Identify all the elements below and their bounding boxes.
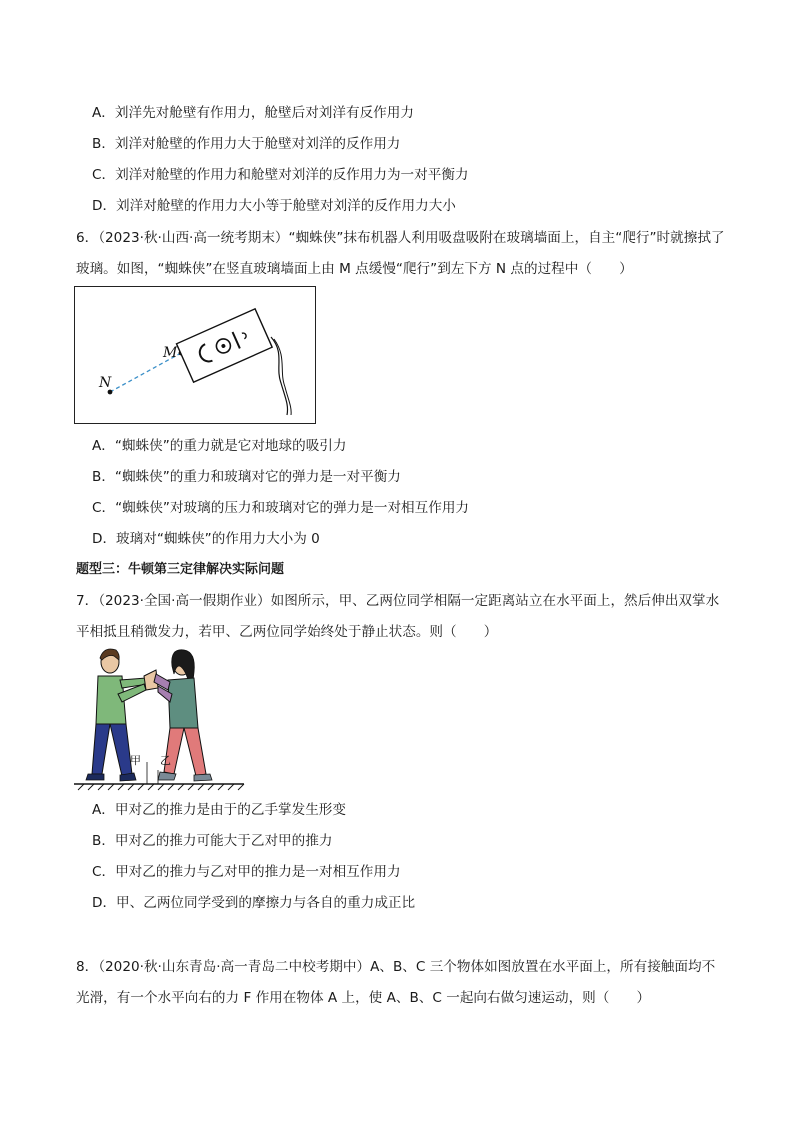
q6-option-c: C．“蜘蛛侠”对玻璃的压力和玻璃对它的弹力是一对相互作用力: [92, 500, 470, 516]
q5-option-a: A．刘洋先对舱壁有作用力，舱壁后对刘洋有反作用力: [92, 105, 414, 121]
q6-diagram: [75, 287, 315, 423]
q5-option-d: D．刘洋对舱壁的作用力大小等于舱壁对刘洋的反作用力大小: [92, 198, 456, 214]
q6-label-n: N: [99, 375, 112, 391]
q6-cable-2: [274, 339, 291, 415]
q7-stem-line1: 7．（2023·全国·高一假期作业）如图所示，甲、乙两位同学相隔一定距离站立在水平面上，然后伸出双掌水: [76, 593, 720, 609]
q6-option-a: A．“蜘蛛侠”的重力就是它对地球的吸引力: [92, 438, 347, 454]
q8-stem-line2: 光滑，有一个水平向右的力 F 作用在物体 A 上，使 A、B、C 一起向右做匀速运动，则（ ）: [76, 990, 651, 1006]
q6-stem-line1: 6．（2023·秋·山西·高一统考期末）“蜘蛛侠”抹布机器人利用吸盘吸附在玻璃墙面上，自主“爬行”时就擦拭了: [76, 230, 725, 246]
q5-option-c: C．刘洋对舱壁的作用力和舱壁对刘洋的反作用力为一对平衡力: [92, 167, 469, 183]
q6-stem-line2: 玻璃。如图，“蜘蛛侠”在竖直玻璃墙面上由 M 点缓慢“爬行”到左下方 N 点的过程中（ ）: [76, 261, 633, 277]
q7-label-yi: 乙: [160, 754, 171, 767]
q8-stem-line1: 8．（2020·秋·山东青岛·高一青岛二中校考期中）A、B、C 三个物体如图放置在水平面上，所有接触面均不: [76, 959, 716, 975]
q6-robot: [176, 309, 272, 382]
q7-option-d: D．甲、乙两位同学受到的摩擦力与各自的重力成正比: [92, 895, 416, 911]
q7-diagram: [74, 644, 246, 794]
q6-option-d: D．玻璃对“蜘蛛侠”的作用力大小为 0: [92, 531, 320, 547]
q7-figure-two-students: [74, 644, 246, 794]
q6-figure-glass-wall: [74, 286, 316, 424]
q7-option-c: C．甲对乙的推力与乙对甲的推力是一对相互作用力: [92, 864, 401, 880]
q6-label-m: M: [163, 345, 178, 361]
ground-hatch: [78, 784, 244, 790]
q7-label-jia: 甲: [130, 754, 141, 767]
q5-option-b: B．刘洋对舱壁的作用力大于舱壁对刘洋的反作用力: [92, 136, 401, 152]
section-heading: 题型三：牛顿第三定律解决实际问题: [76, 562, 285, 577]
q6-option-b: B．“蜘蛛侠”的重力和玻璃对它的弹力是一对平衡力: [92, 469, 401, 485]
q7-option-a: A．甲对乙的推力是由于的乙手掌发生形变: [92, 802, 346, 818]
q7-stem-line2: 平相抵且稍微发力，若甲、乙两位同学始终处于静止状态。则（ ）: [76, 624, 498, 640]
q7-option-b: B．甲对乙的推力可能大于乙对甲的推力: [92, 833, 333, 849]
